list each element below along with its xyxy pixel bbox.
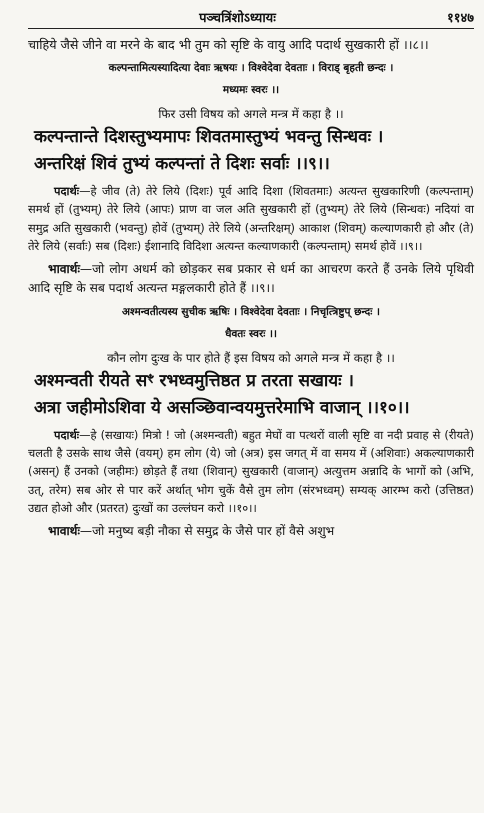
rishi-devata-line: कल्पन्तामित्यस्यादित्या देवाः ऋषयः । विश्वेदेवा देवताः । विराड् बृहती छन्दः ।: [108, 62, 394, 74]
continued-paragraph: चाहिये जैसे जीने वा मरने के बाद भी तुम को सृष्टि के वायु आदि पदार्थ सुखकारी हों ।।८।।: [28, 37, 429, 52]
bhavarth-paragraph: [28, 522, 474, 541]
bhavarth-paragraph: [28, 260, 474, 298]
rishi-devata-line: अश्मन्वतीत्यस्य सुचीक ऋषिः । विश्वेदेवा देवताः । निचृत्त्रिष्टुप् छन्दः ।: [121, 305, 381, 318]
mantra-intro: फिर उसी विषय को अगले मन्त्र में कहा है ।।: [158, 107, 344, 121]
verse-line: अन्तरिक्षं शिवं तुभ्यं कल्पन्तां ते दिशः सर्वाः ।।९।।: [34, 154, 330, 174]
mantra-9-section: [28, 60, 474, 298]
padarth-label: पदार्थः: [54, 184, 80, 198]
bhavarth-text: —जो लोग अधर्म को छोड़कर सब प्रकार से धर्म का आचरण करते हैं उनके लिये पृथिवी आदि सृष्टि के सब पदार्थ अत्यन्त मङ्गलकारी होते हैं ।।९।।: [28, 261, 474, 295]
verse-line: अत्रा जहीमोऽशिवा ये असञ्छिवान्वयमुत्तरेमाभि वाजान् ।।१०।।: [34, 397, 410, 418]
padarth-text: —हे (सखायः) मित्रो ! जो (अश्मन्वती) बहुत मेघों वा पत्थरों वाली सृष्टि वा नदी प्रवाह से (रीयते) चलती है उसके साथ जैसे (वयम्) हम लोग (ये) जो (अत्र) इस जगत् में वा समय में (अशिवाः) अकल्याणकारी (असन्) हैं उनको (जहीमः) छोड़ते हैं तथा (शिवान्) सुखकारी (वाजान्) अत्युत्तम अन्नादि के भागों को (अभि, उत्, तरेम) सब ओर से पार करें अर्थात् भोग चुकें वैसे तुम लोग (संरभध्वम्) सम्यक् आरम्भ करो (उत्तिष्ठत) उद्यत होओ और (प्रतरत) दुःखों का उल्लंघन करो ।।१०।।: [28, 427, 474, 516]
padarth-label: पदार्थः: [54, 427, 80, 442]
padarth-text: —हे जीव (ते) तेरे लिये (दिशः) पूर्व आदि दिशा (शिवतमाः) अत्यन्त सुखकारिणी (कल्पन्ताम्) समर्थ हों (तुभ्यम्) तेरे लिये (आपः) प्राण वा जल अति सुखकारी हों (तुभ्यम्) तेरे लिये (सिन्धवः) नदियां वा समुद्र अति सुखकारी (भवन्तु) होवें (तुभ्यम्) तेरे लिये (अन्तरिक्षम्) आकाश (शिवम्) कल्याणकारी हो और (ते) तेरे लिये (सर्वाः) सब (दिशः) ईशानादि विदिशा अत्यन्त कल्याणकारी (कल्पन्ताम्) समर्थ होवें ।।९।।: [28, 184, 474, 254]
bhavarth-label: भावार्थः: [48, 261, 80, 276]
svara-line: धैवतः स्वरः ।।: [224, 327, 277, 340]
page-header: [28, 6, 474, 29]
svara-line: मध्यमः स्वरः ।।: [222, 84, 280, 96]
padarth-paragraph: [28, 426, 474, 518]
bhavarth-text: —जो मनुष्य बड़ी नौका से समुद्र के जैसे पार हों वैसे अशुभ: [79, 523, 335, 538]
verse-line: अश्मन्वती रीयते सꣳ रभध्वमुत्तिष्ठत प्र तरता सखायः ।: [34, 370, 354, 391]
verse-line: कल्पन्तान्ते दिशस्तुभ्यमापः शिवतमास्तुभ्यं भवन्तु सिन्धवः ।: [34, 127, 384, 147]
mantra-10-section: [28, 304, 474, 541]
padarth-paragraph: [28, 182, 474, 256]
chapter-title: पञ्चत्रिंशोऽध्यायः: [199, 11, 276, 26]
bhavarth-label: भावार्थः: [48, 523, 80, 538]
page-number: ११४७: [446, 11, 474, 26]
mantra-intro: कौन लोग दुःख के पार होते हैं इस विषय को अगले मन्त्र में कहा है ।।: [107, 350, 395, 365]
